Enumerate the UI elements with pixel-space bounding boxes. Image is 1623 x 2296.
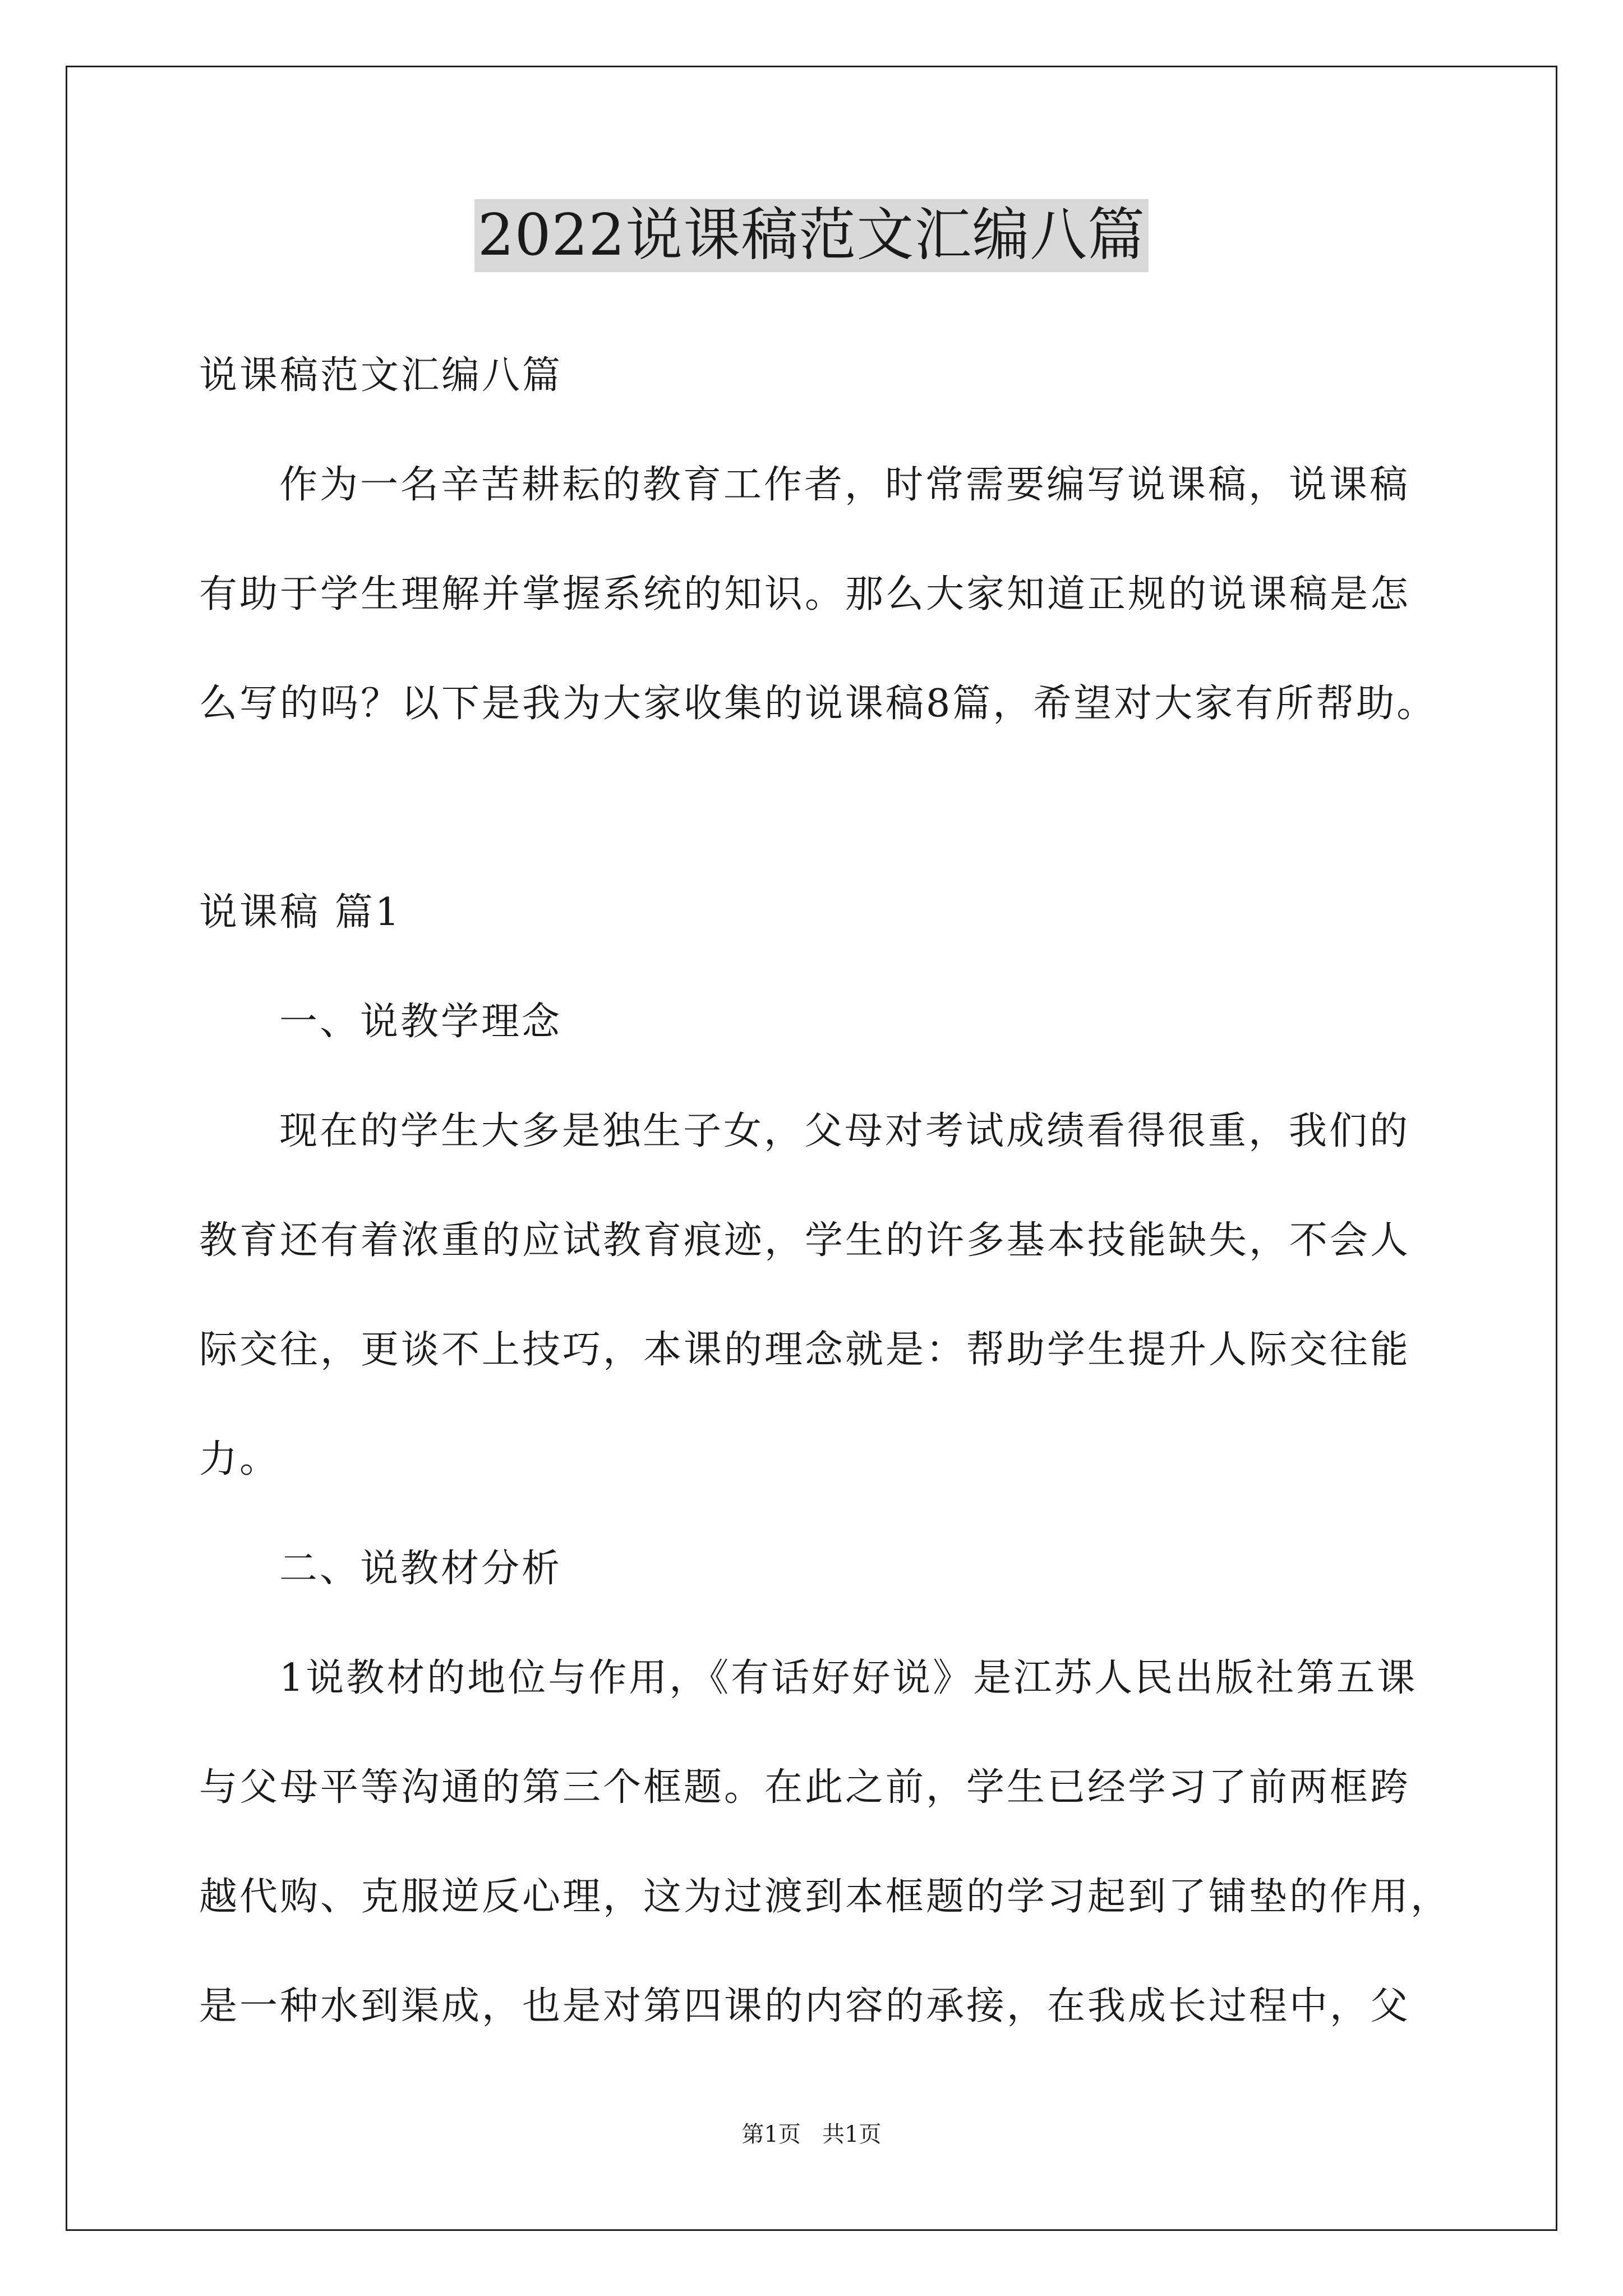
title-container bbox=[0, 199, 1623, 272]
paragraph-line: 际交往，更谈不上技巧，本课的理念就是：帮助学生提升人际交往能 bbox=[199, 1328, 1411, 1372]
paragraph-line: 现在的学生大多是独生子女，父母对考试成绩看得很重，我们的 bbox=[279, 1109, 1410, 1153]
page-footer: 第1页 共1页 bbox=[741, 2122, 882, 2147]
paragraph-line: 教育还有着浓重的应试教育痕迹，学生的许多基本技能缺失，不会人 bbox=[199, 1218, 1411, 1263]
subheading: 一、说教学理念 bbox=[279, 1000, 562, 1044]
paragraph-line: 越代购、克服逆反心理，这为过渡到本框题的学习起到了铺垫的作用， bbox=[199, 1875, 1451, 1919]
paragraph-line: 有助于学生理解并掌握系统的知识。那么大家知道正规的说课稿是怎 bbox=[199, 572, 1411, 616]
paragraph-line: 与父母平等沟通的第三个框题。在此之前，学生已经学习了前两框跨 bbox=[199, 1765, 1411, 1810]
paragraph-line: 么写的吗？以下是我为大家收集的说课稿8篇，希望对大家有所帮助。 bbox=[199, 682, 1437, 726]
subheading: 二、说教材分析 bbox=[279, 1547, 562, 1591]
document-title: 2022说课稿范文汇编八篇 bbox=[474, 199, 1149, 272]
paragraph-line: 力。 bbox=[199, 1437, 280, 1481]
section-heading: 说课稿 篇1 bbox=[199, 890, 402, 935]
paragraph-line: 是一种水到渠成，也是对第四课的内容的承接，在我成长过程中，父 bbox=[199, 1984, 1411, 2028]
paragraph-line: 1说教材的地位与作用，《有话好好说》是江苏人民出版社第五课 bbox=[279, 1656, 1418, 1700]
subtitle-line: 说课稿范文汇编八篇 bbox=[199, 353, 563, 398]
paragraph-line: 作为一名辛苦耕耘的教育工作者，时常需要编写说课稿，说课稿 bbox=[279, 463, 1410, 507]
